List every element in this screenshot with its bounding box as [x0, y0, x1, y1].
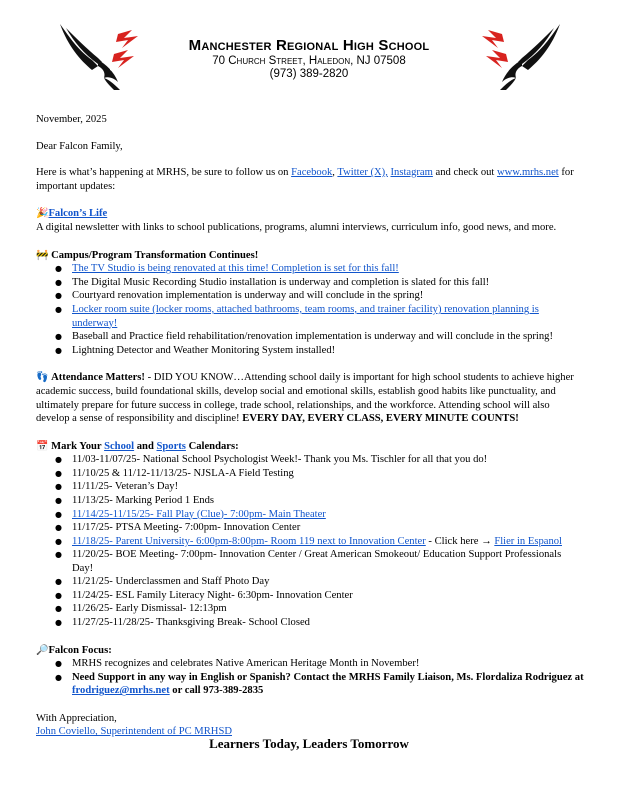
sports-calendar-link[interactable]: Sports: [156, 440, 186, 452]
flier-espanol-link[interactable]: Flier in Espanol: [494, 535, 562, 547]
list-item: ● MRHS recognizes and celebrates Native American Heritage Month in November!: [72, 657, 584, 671]
calendar-heading: 📅 Mark Your School and Sports Calendars:: [36, 440, 239, 452]
letter-body: [36, 113, 584, 739]
list-item: ● Courtyard renovation implementation is underway and will conclude in the spring!: [72, 289, 584, 303]
list-item: ● 11/27/25-11/28/25- Thanksgiving Break- School Closed: [72, 616, 584, 630]
list-item: ● 11/21/25- Underclassmen and Staff Photo Day: [72, 575, 584, 589]
magnifier-icon: 🔎: [36, 644, 49, 656]
school-calendar-link[interactable]: School: [104, 440, 135, 452]
list-item: ● 11/03-11/07/25- National School Psychologist Week!- Thank you Ms. Tischler for all that you do!: [72, 453, 584, 467]
focus-heading: 🔎Falcon Focus:: [36, 644, 112, 656]
instagram-link[interactable]: Instagram: [390, 167, 433, 179]
greeting: Dear Falcon Family,: [36, 140, 123, 152]
list-item: ● 11/17/25- PTSA Meeting- 7:00pm- Innovation Center: [72, 521, 584, 535]
list-item: ● 11/20/25- BOE Meeting- 7:00pm- Innovation Center / Great American Smokeout/ Education Support Professionals Day!: [72, 548, 584, 575]
twitter-link[interactable]: Twitter (X),: [337, 167, 388, 179]
intro-paragraph: Here is what’s happening at MRHS, be sure to follow us on Facebook, Twitter (X), Instagram and check out www.mrhs.net for important updates:: [36, 167, 574, 192]
list-item: ● Need Support in any way in English or Spanish? Contact the MRHS Family Liaison, Ms. Flordaliza Rodriguez at frodriguez@mrhs.net or call 973-389-2835: [72, 671, 584, 698]
list-item[interactable]: ● 11/18/25- Parent University- 6:00pm-8:00pm- Room 119 next to Innovation Center - Click here → Flier in Espanol: [72, 535, 584, 549]
letterhead: [150, 38, 468, 82]
falcons-life-heading: [36, 207, 584, 221]
school-address: 70 Church Street, Haledon, NJ 07508: [212, 54, 406, 67]
school-motto: Learners Today, Leaders Tomorrow: [209, 736, 409, 751]
calendar-list: [36, 453, 584, 629]
campus-list: [36, 262, 584, 357]
list-item[interactable]: ● 11/14/25-11/15/25- Fall Play (Clue)- 7:00pm- Main Theater: [72, 508, 584, 522]
falcons-life-description: A digital newsletter with links to school publications, programs, alumni interviews, curriculum info, good news, and more.: [36, 221, 557, 233]
list-item: ● 11/24/25- ESL Family Literacy Night- 6:30pm- Innovation Center: [72, 589, 584, 603]
list-item: ● The Digital Music Recording Studio installation is underway and completion is slated for this fall!: [72, 276, 584, 290]
facebook-link[interactable]: Facebook: [291, 167, 333, 179]
calendar-icon: 📅: [36, 440, 49, 452]
list-item: ● Lightning Detector and Weather Monitoring System installed!: [72, 344, 584, 358]
list-item: ● 11/13/25- Marking Period 1 Ends: [72, 494, 584, 508]
footprints-icon: 👣: [36, 372, 49, 384]
list-item: ● 11/26/25- Early Dismissal- 12:13pm: [72, 602, 584, 616]
website-link[interactable]: www.mrhs.net: [497, 167, 559, 179]
signature-link[interactable]: John Coviello, Superintendent of PC MRHSD: [36, 726, 232, 738]
list-item: ● Baseball and Practice field rehabilitation/renovation implementation is underway and will conclude in the spring!: [72, 330, 584, 344]
list-item: ● 11/11/25- Veteran’s Day!: [72, 480, 584, 494]
email-link[interactable]: frodriguez@mrhs.net: [72, 685, 170, 697]
letter-date: November, 2025: [36, 114, 107, 125]
school-phone: (973) 389-2820: [269, 68, 349, 81]
campus-heading: 🚧 Campus/Program Transformation Continues!: [36, 249, 259, 261]
attendance-paragraph: 👣 Attendance Matters! - DID YOU KNOW…Attending school daily is important for high school students to achieve higher academic success, build foundational skills, develop social and emotional skills, establish good habits like punctuality, and ultimately prepare for future success in college, trade school, relationships, and the workforce. Attending school will also develop a sense of responsibility and discipline! EVERY DAY, EVERY CLASS, EVERY MINUTE COUNTS!: [36, 372, 574, 425]
list-item[interactable]: ● Locker room suite (locker rooms, attached bathrooms, team rooms, and trainer facility) renovation planning is underway!: [72, 303, 584, 330]
focus-list: [36, 657, 584, 698]
falcon-logo-icon: [58, 20, 142, 92]
party-popper-icon: 🎉: [36, 208, 49, 220]
construction-icon: 🚧: [36, 249, 49, 261]
falcons-life-link[interactable]: Falcon’s Life: [48, 208, 108, 220]
falcon-logo-icon: [478, 20, 562, 92]
school-name: Manchester Regional High School: [188, 37, 430, 54]
closing-line: With Appreciation,: [36, 712, 117, 724]
list-item[interactable]: ● The TV Studio is being renovated at this time! Completion is set for this fall!: [72, 262, 584, 276]
list-item: ● 11/10/25 & 11/12-11/13/25- NJSLA-A Field Testing: [72, 467, 584, 481]
